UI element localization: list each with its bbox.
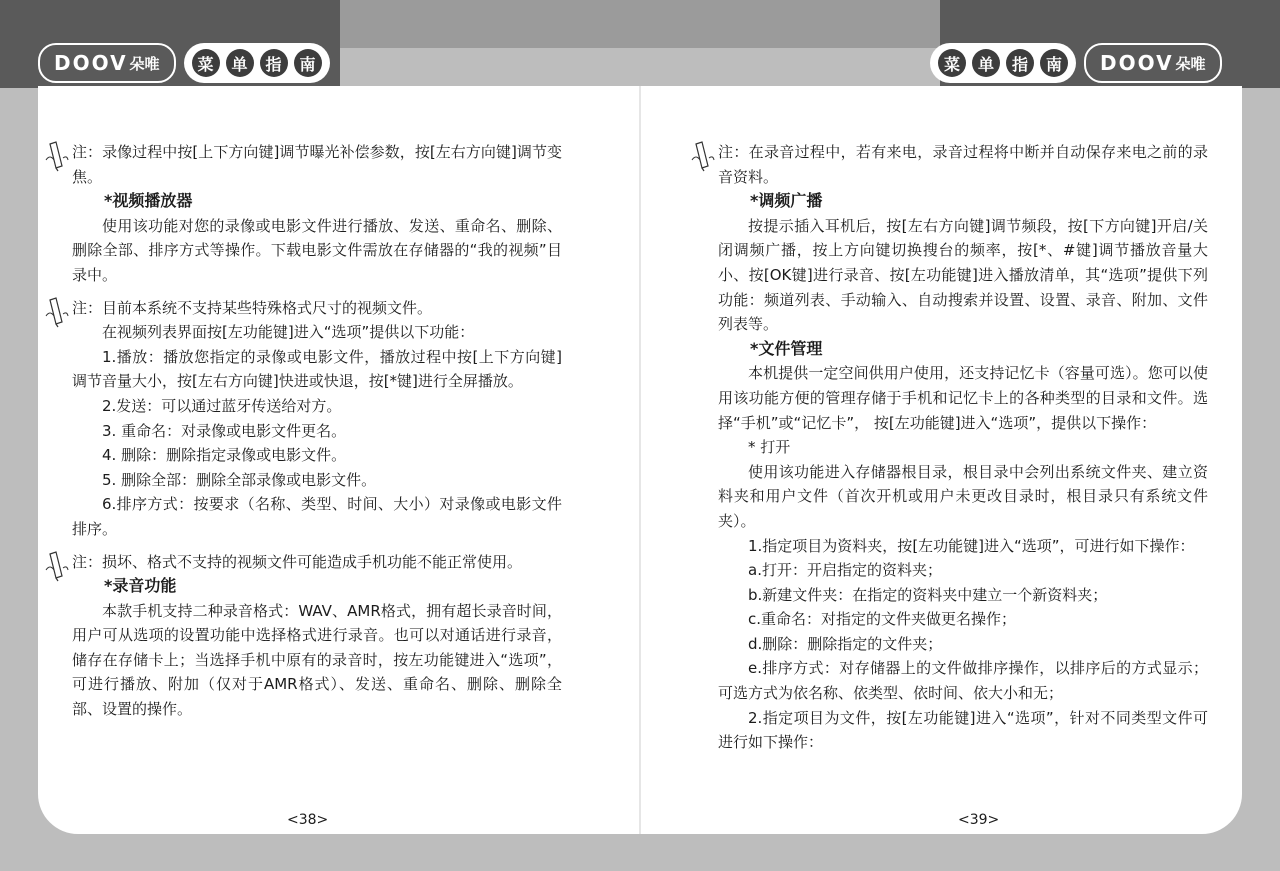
list-item: 5. 删除全部：删除全部录像或电影文件。 <box>102 470 377 489</box>
menu-char: 单 <box>972 49 1000 77</box>
logo-cn: 朵唯 <box>129 54 160 73</box>
left-page-text <box>72 140 562 722</box>
paragraph: 1.指定项目为资料夹，按[左功能键]进入“选项”，可进行如下操作： <box>748 536 1195 555</box>
logo-text: DOOV <box>54 51 128 75</box>
note-text: 注：在录音过程中，若有来电，录音过程将中断并自动保存来电之前的录音资料。 <box>718 143 1208 186</box>
pencil-note-icon <box>44 296 70 328</box>
paragraph: 使用该功能进入存储器根目录，根目录中会列出系统文件夹、建立资料夹和用户文件（首次开机或用户未更改目录时，根目录只有系统文件夹）。 <box>718 462 1208 530</box>
logo-text: DOOV <box>1100 51 1174 75</box>
note-text: 注：目前本系统不支持某些特殊格式尺寸的视频文件。 <box>72 298 433 317</box>
list-item: c.重命名：对指定的文件夹做更名操作； <box>748 610 1017 629</box>
paragraph: 本机提供一定空间供用户使用，还支持记忆卡（容量可选）。您可以使用该功能方便的管理存储于手机和记忆卡上的各种类型的目录和文件。选择“手机”或“记忆卡”， 按[左功能键]进入“选项”，提供以下操作： <box>718 364 1208 432</box>
menu-char: 指 <box>1006 49 1034 77</box>
pencil-note-icon <box>44 550 70 582</box>
menu-char: 南 <box>1040 49 1068 77</box>
menu-char: 菜 <box>192 49 220 77</box>
menu-char: 南 <box>294 49 322 77</box>
header-band-center <box>340 0 940 48</box>
section-heading: *视频播放器 <box>104 191 193 211</box>
left-header <box>38 40 338 86</box>
page-number: <38> <box>287 812 329 828</box>
paragraph: 按提示插入耳机后，按[左右方向键]调节频段，按[下方向键]开启/关闭调频广播，按上方向键切换搜台的频率，按[*、#键]调节播放音量大小、按[OK键]进行录音、按[左功能键]进入播放清单，其“选项”提供下列功能：频道列表、手动输入、自动搜索并设置、设置、录音、附加、文件列表等。 <box>718 216 1208 334</box>
section-heading: *调频广播 <box>750 191 823 211</box>
section-heading: *录音功能 <box>104 576 177 596</box>
pencil-note-icon <box>44 140 70 172</box>
paragraph: 本款手机支持二种录音格式：WAV、AMR格式，拥有超长录音时间，用户可从选项的设置功能中选择格式进行录音。也可以对通话进行录音，储存在存储卡上；当选择手机中原有的录音时，按左功能键进入“选项”，可进行播放、附加（仅对于AMR格式）、发送、重命名、删除、删除全部、设置的操作。 <box>72 601 562 719</box>
brand-logo <box>38 43 176 83</box>
list-item: 6.排序方式：按要求（名称、类型、时间、大小）对录像或电影文件排序。 <box>72 495 562 538</box>
paragraph: 在视频列表界面按[左功能键]进入“选项”提供以下功能： <box>102 323 475 342</box>
menu-char: 菜 <box>938 49 966 77</box>
note-paragraph <box>36 140 562 189</box>
note-text: 注：录像过程中按[上下方向键]调节曝光补偿参数，按[左右方向键]调节变焦。 <box>72 143 562 186</box>
list-item: 3. 重命名：对录像或电影文件更名。 <box>102 421 347 440</box>
logo-cn: 朵唯 <box>1175 54 1206 73</box>
menu-char: 指 <box>260 49 288 77</box>
section-heading: *文件管理 <box>750 338 823 358</box>
list-item: d.删除：删除指定的文件夹； <box>748 634 943 653</box>
paragraph: 使用该功能对您的录像或电影文件进行播放、发送、重命名、删除、删除全部、排序方式等操作。下载电影文件需放在存储器的“我的视频”目录中。 <box>72 216 562 284</box>
list-item: 4. 删除：删除指定录像或电影文件。 <box>102 446 347 465</box>
right-page-text <box>718 140 1208 755</box>
note-text: 注：损坏、格式不支持的视频文件可能造成手机功能不能正常使用。 <box>72 552 523 571</box>
note-paragraph <box>36 296 562 321</box>
menu-guide-badge <box>184 43 330 83</box>
page-number: <39> <box>958 812 1000 828</box>
list-item: 2.发送：可以通过蓝牙传送给对方。 <box>102 396 342 415</box>
brand-logo <box>1084 43 1222 83</box>
list-item: a.打开：开启指定的资料夹； <box>748 561 942 580</box>
page-spine <box>639 86 641 834</box>
note-paragraph <box>682 140 1208 189</box>
list-item: e.排序方式：对存储器上的文件做排序操作，以排序后的方式显示；可选方式为依名称、依类型、依时间、依大小和无； <box>718 659 1208 703</box>
list-item: 1.播放：播放您指定的录像或电影文件，播放过程中按[上下方向键]调节音量大小，按[左右方向键]快进或快退，按[*键]进行全屏播放。 <box>72 347 562 391</box>
subheading: * 打开 <box>748 438 791 457</box>
menu-char: 单 <box>226 49 254 77</box>
paragraph: 2.指定项目为文件，按[左功能键]进入“选项”，针对不同类型文件可进行如下操作： <box>718 708 1208 752</box>
menu-guide-badge <box>930 43 1076 83</box>
right-header <box>922 40 1222 86</box>
note-paragraph <box>36 550 562 575</box>
list-item: b.新建文件夹：在指定的资料夹中建立一个新资料夹； <box>748 585 1108 604</box>
pencil-note-icon <box>690 140 716 172</box>
